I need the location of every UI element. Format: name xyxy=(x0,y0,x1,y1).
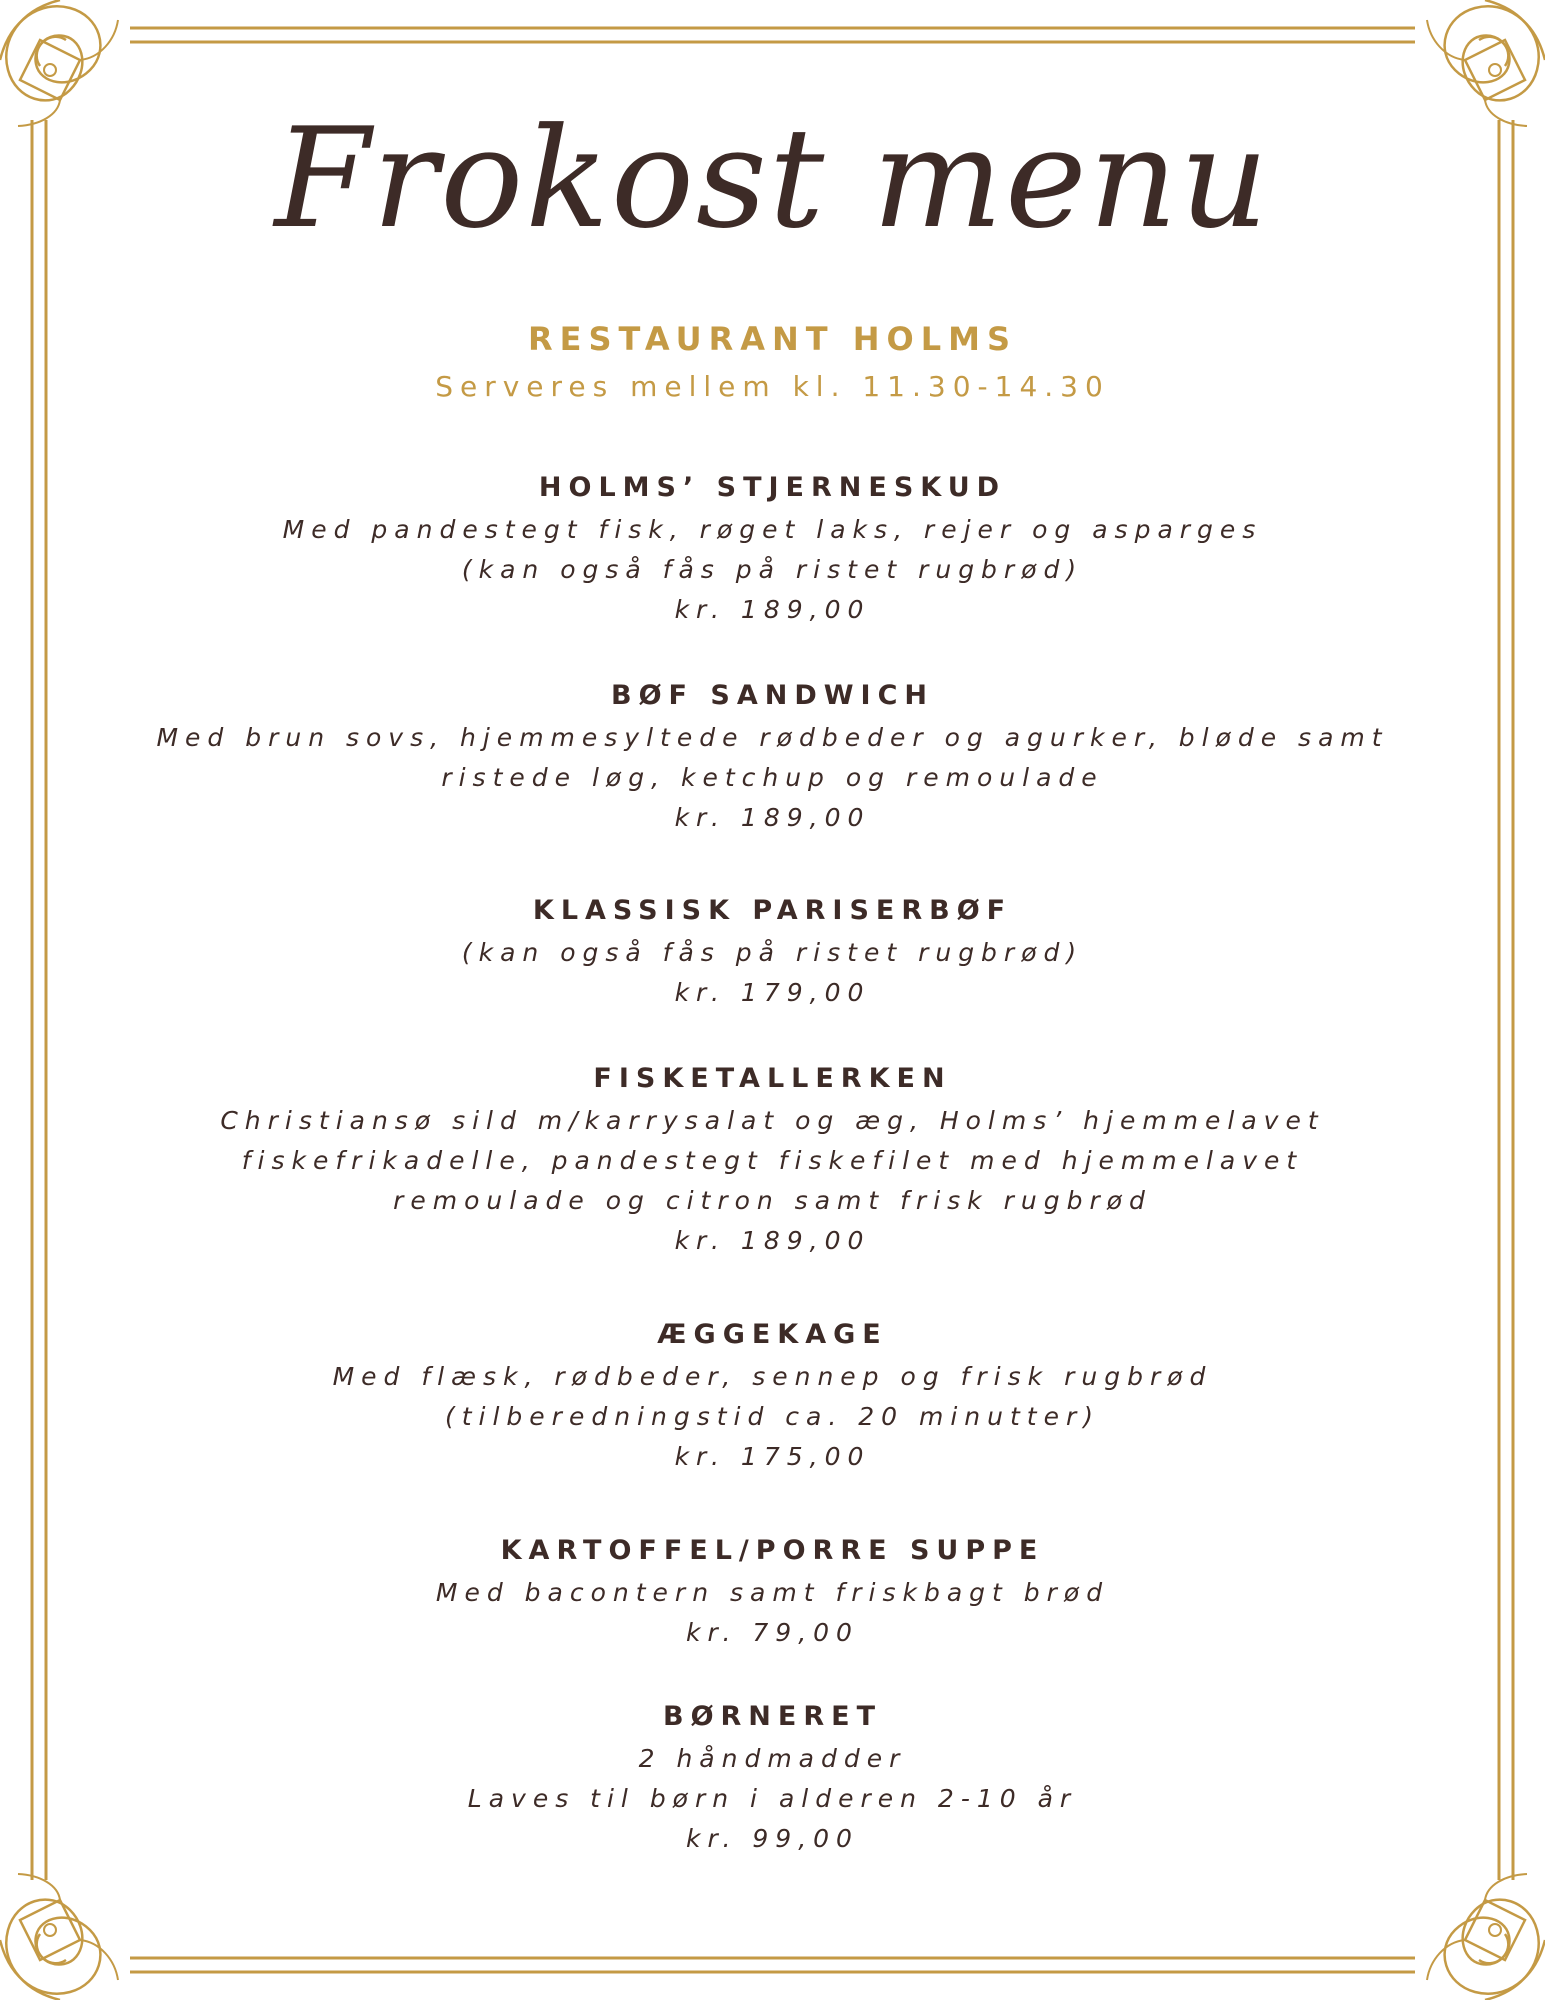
dish-description: 2 håndmadder xyxy=(638,1744,907,1773)
dish-price: kr. 179,00 xyxy=(674,978,871,1007)
serving-hours: Serveres mellem kl. 11.30-14.30 xyxy=(435,370,1110,403)
restaurant-name: RESTAURANT HOLMS xyxy=(527,320,1018,358)
menu-item xyxy=(0,1057,1545,1261)
dish-price: kr. 189,00 xyxy=(674,1226,871,1255)
menu-title: Frokost menu xyxy=(274,98,1271,259)
dish-name: BØRNERET xyxy=(662,1701,882,1732)
dish-name: FISKETALLERKEN xyxy=(593,1063,952,1094)
dish-description: Laves til børn i alderen 2-10 år xyxy=(467,1784,1078,1813)
dish-name: ÆGGEKAGE xyxy=(657,1319,888,1350)
dish-name: KLASSISK PARISERBØF xyxy=(532,895,1013,926)
dish-price: kr. 99,00 xyxy=(686,1824,859,1853)
dish-description: Christiansø sild m/karrysalat og æg, Holms’ hjemmelavet xyxy=(220,1106,1325,1135)
dish-description: fiskefrikadelle, pandestegt fiskefilet med hjemmelavet xyxy=(241,1146,1304,1175)
dish-description: ristede løg, ketchup og remoulade xyxy=(441,763,1104,792)
dish-price: kr. 79,00 xyxy=(686,1618,859,1647)
dish-description: (kan også fås på ristet rugbrød) xyxy=(461,555,1084,584)
menu-item xyxy=(0,1313,1545,1477)
dish-price: kr. 189,00 xyxy=(674,803,871,832)
dish-price: kr. 175,00 xyxy=(674,1442,871,1471)
menu-item xyxy=(0,889,1545,1013)
dish-description: Med pandestegt fisk, røget laks, rejer og asparges xyxy=(282,515,1263,544)
menu-item xyxy=(0,1529,1545,1653)
dish-name: BØF SANDWICH xyxy=(611,680,934,711)
dish-description: Med flæsk, rødbeder, sennep og frisk rugbrød xyxy=(332,1362,1213,1391)
dish-name: HOLMS’ STJERNESKUD xyxy=(538,472,1007,503)
menu-item xyxy=(0,466,1545,630)
menu-item xyxy=(0,1695,1545,1859)
dish-description: remoulade og citron samt frisk rugbrød xyxy=(393,1186,1152,1215)
dish-name: KARTOFFEL/PORRE SUPPE xyxy=(500,1535,1045,1566)
dish-description: (kan også fås på ristet rugbrød) xyxy=(461,938,1084,967)
dish-description: Med brun sovs, hjemmesyltede rødbeder og agurker, bløde samt xyxy=(156,723,1389,752)
dish-description: (tilberedningstid ca. 20 minutter) xyxy=(444,1402,1101,1431)
dish-price: kr. 189,00 xyxy=(674,595,871,624)
dish-description: Med bacontern samt friskbagt brød xyxy=(435,1578,1110,1607)
menu-item xyxy=(0,674,1545,838)
